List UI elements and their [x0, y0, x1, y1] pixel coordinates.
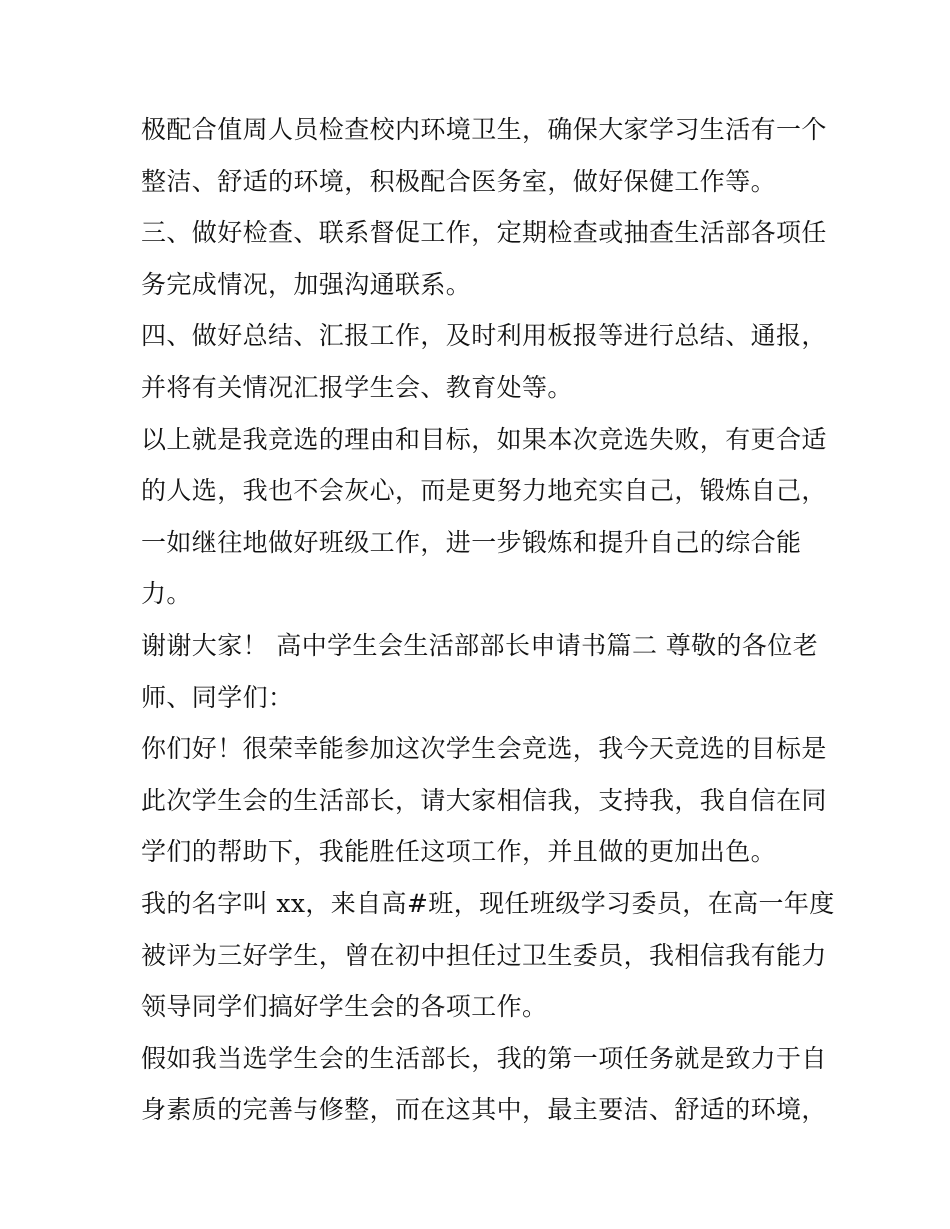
text-line: 务完成情况，加强沟通联系。 — [141, 269, 472, 299]
text-line: 学们的帮助下，我能胜任这项工作，并且做的更加出色。 — [141, 837, 777, 867]
text-line: 被评为三好学生，曾在初中担任过卫生委员，我相信我有能力 — [141, 940, 827, 970]
text-line: 领导同学们搞好学生会的各项工作。 — [141, 992, 548, 1022]
text-line: 以上就是我竞选的理由和目标，如果本次竞选失败，有更合适 — [141, 424, 827, 454]
text-line: 我的名字叫 xx，来自高#班，现任班级学习委员，在高一年度 — [141, 888, 835, 918]
text-line: 四、做好总结、汇报工作，及时利用板报等进行总结、通报， — [141, 321, 827, 351]
document-body — [141, 104, 835, 1136]
text-line: 并将有关情况汇报学生会、教育处等。 — [141, 372, 573, 402]
text-line: 谢谢大家！ 高中学生会生活部部长申请书篇二 尊敬的各位老 — [141, 630, 819, 660]
text-line: 师、同学们： — [141, 682, 294, 712]
text-line: 的人选，我也不会灰心，而是更努力地充实自己，锻炼自己， — [141, 476, 827, 506]
text-line: 力。 — [141, 579, 192, 609]
text-line: 整洁、舒适的环境，积极配合医务室，做好保健工作等。 — [141, 166, 777, 196]
text-line: 三、做好检查、联系督促工作，定期检查或抽查生活部各项任 — [141, 218, 827, 248]
text-line: 身素质的完善与修整，而在这其中，最主要洁、舒适的环境， — [141, 1095, 827, 1125]
text-line: 极配合值周人员检查校内环境卫生，确保大家学习生活有一个 — [141, 115, 827, 144]
text-line: 假如我当选学生会的生活部长，我的第一项任务就是致力于自 — [141, 1043, 827, 1073]
text-line: 你们好！很荣幸能参加这次学生会竞选，我今天竞选的目标是 — [141, 734, 827, 764]
text-line: 一如继往地做好班级工作，进一步锻炼和提升自己的综合能 — [141, 527, 802, 557]
text-line: 此次学生会的生活部长，请大家相信我，支持我，我自信在同 — [141, 785, 827, 815]
